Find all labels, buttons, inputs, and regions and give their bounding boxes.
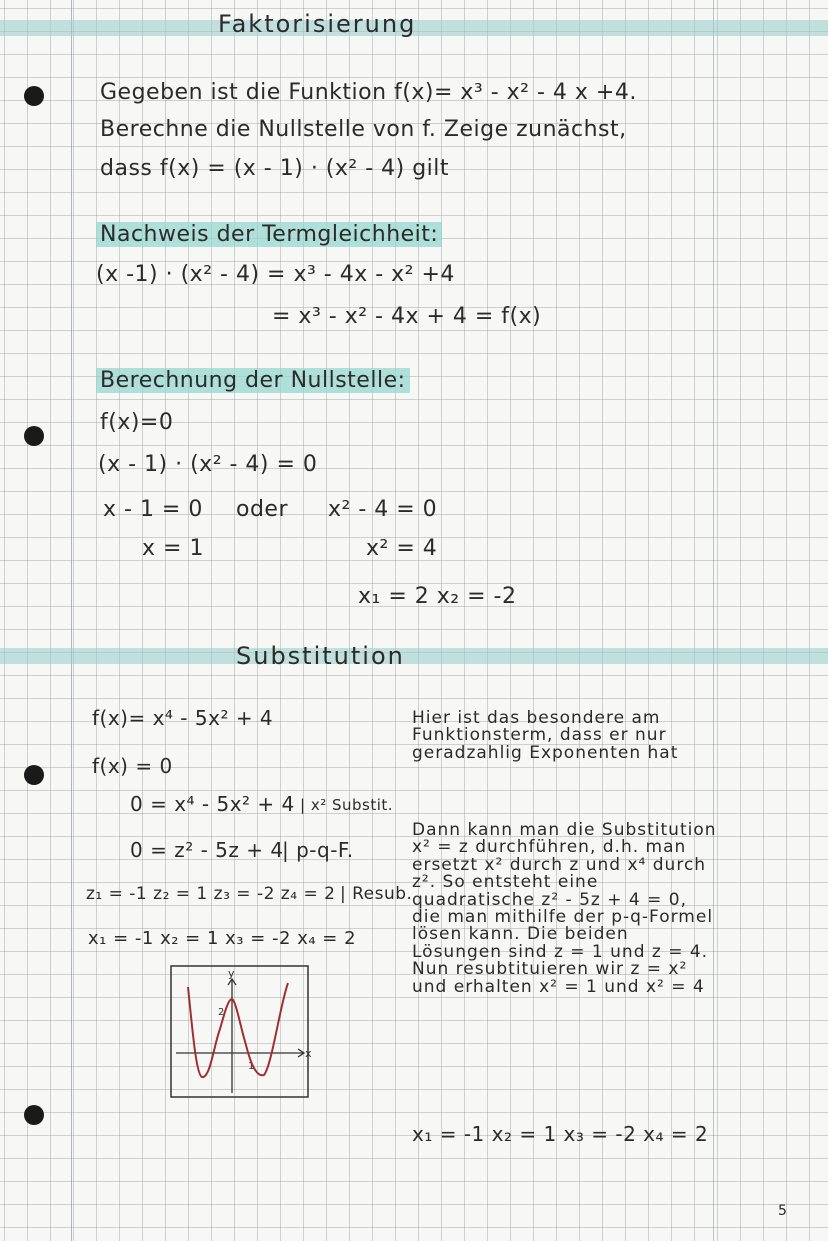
section-title-factorization: Faktorisierung <box>218 10 417 38</box>
punch-hole <box>24 86 44 106</box>
graph-tick-x: 1 <box>248 1061 255 1072</box>
task-line-3: dass f(x) = (x - 1) · (x² - 4) gilt <box>100 156 450 181</box>
section-title-substitution: Substitution <box>236 642 405 670</box>
calc-line-2: (x - 1) · (x² - 4) = 0 <box>98 452 318 477</box>
task-line-2: Berechne die Nullstelle von f. Zeige zunächst, <box>100 117 627 142</box>
page-number: 5 <box>778 1203 788 1219</box>
section-band <box>0 648 828 664</box>
proof-line-2: = x³ - x² - 4x + 4 = f(x) <box>272 304 542 329</box>
calc-line-3-mid: oder <box>236 497 289 522</box>
graph-tick-y: 2 <box>218 1007 225 1018</box>
proof-line-1: (x -1) · (x² - 4) = x³ - 4x - x² +4 <box>96 262 455 287</box>
calc-line-3-right: x² - 4 = 0 <box>328 497 438 522</box>
task-line-1: Gegeben ist die Funktion f(x)= x³ - x² - 4 x +4. <box>100 80 637 105</box>
proof-heading: Nachweis der Termgleichheit: <box>96 222 442 247</box>
calc-heading: Berechnung der Nullstelle: <box>96 368 410 393</box>
graph-y-label: y <box>228 967 235 980</box>
subst-line-3: 0 = x⁴ - 5x² + 4 <box>130 792 295 816</box>
punch-hole <box>24 765 44 785</box>
calc-line-1: f(x)=0 <box>100 410 174 435</box>
note-paragraph-1: Hier ist das besondere am Funktionsterm, dass er nur geradzahlig Exponenten hat <box>412 708 679 763</box>
calc-line-4-left: x = 1 <box>142 536 204 561</box>
subst-line-2: f(x) = 0 <box>92 754 173 778</box>
subst-line-4: 0 = z² - 5z + 4 <box>130 838 284 862</box>
subst-line-6: x₁ = -1 x₂ = 1 x₃ = -2 x₄ = 2 <box>88 928 357 949</box>
calc-line-5: x₁ = 2 x₂ = -2 <box>358 584 517 609</box>
subst-line-5-note: | Resub. <box>340 884 413 904</box>
function-graph <box>170 965 310 1100</box>
margin-line <box>71 0 72 1241</box>
calc-line-4-right: x² = 4 <box>366 536 438 561</box>
punch-hole <box>24 426 44 446</box>
subst-line-5: z₁ = -1 z₂ = 1 z₃ = -2 z₄ = 2 <box>86 884 336 904</box>
graph-curve <box>188 983 288 1077</box>
subst-line-3-note: | x² Substit. <box>300 796 394 814</box>
subst-line-4-note: | p-q-F. <box>282 838 354 862</box>
punch-hole <box>24 1105 44 1125</box>
margin-line-right <box>713 0 714 1241</box>
subst-line-1: f(x)= x⁴ - 5x² + 4 <box>92 706 274 730</box>
calc-line-3-left: x - 1 = 0 <box>103 497 203 522</box>
graph-x-label: x <box>305 1047 312 1060</box>
note-paragraph-2: Dann kann man die Substitution x² = z durchführen, d.h. man ersetzt x² durch z und x⁴ durch z². So entsteht eine quadratische z² - 5z + 4 = 0, die man mithilfe der p-q-Formel lösen kann. Die beiden Lösungen sind z = 1 und z = 4. Nun resubtituieren wir z = x² und erhalten x² = 1 und x² = 4 <box>412 820 717 997</box>
note-result: x₁ = -1 x₂ = 1 x₃ = -2 x₄ = 2 <box>412 1122 709 1146</box>
